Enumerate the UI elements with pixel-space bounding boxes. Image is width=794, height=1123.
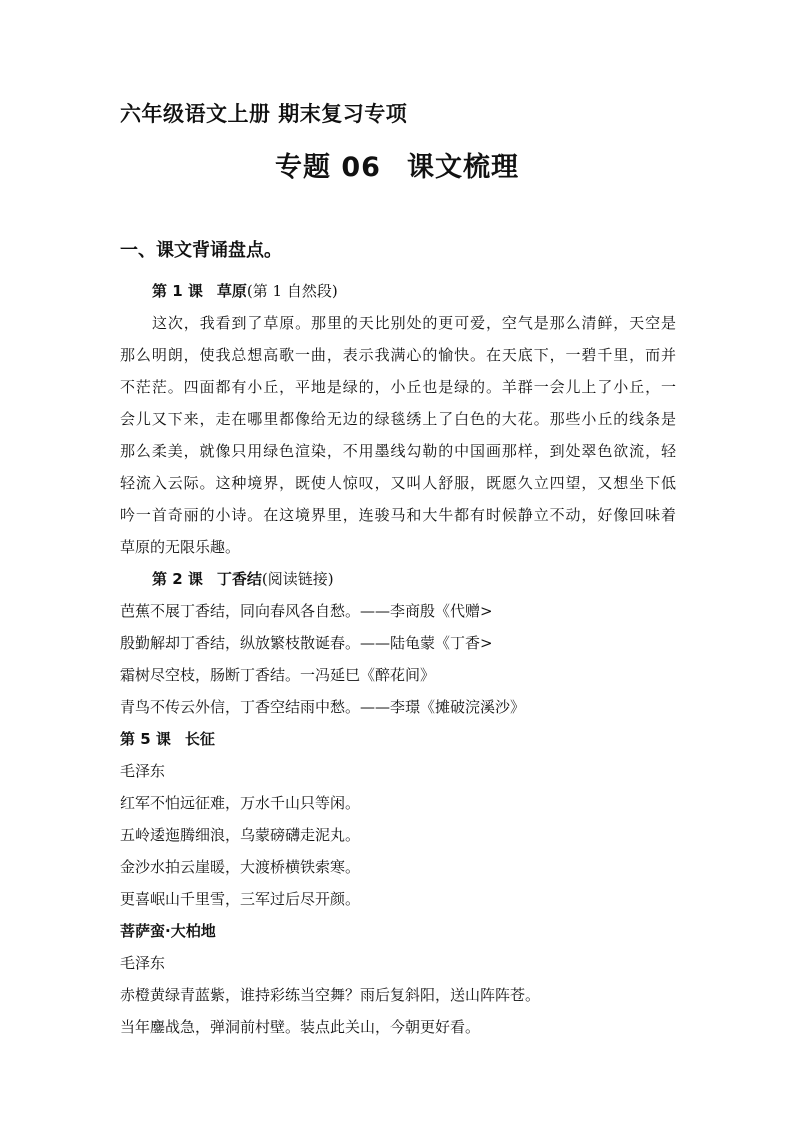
lesson-label: 第 5 课: [120, 730, 171, 748]
lesson-note: (第 1 自然段): [246, 282, 338, 300]
topic-number: 专题 06: [275, 152, 381, 183]
section-heading: 一、课文背诵盘点。: [120, 240, 282, 261]
paragraph-line: 那么明朗，使我总想高歌一曲，表示我满心的愉快。在天底下，一碧千里，而并: [120, 346, 676, 364]
verse-line: 当年鏖战急，弹洞前村壁。装点此关山，今朝更好看。: [120, 1018, 481, 1036]
lesson-heading-5: [120, 723, 676, 755]
paragraph-line: 这次，我看到了草原。那里的天比别处的更可爱，空气是那么清鲜，天空是: [152, 314, 676, 332]
lesson-note: (阅读链接): [261, 570, 334, 588]
verse-line: 金沙水拍云崖暖，大渡桥横铁索寒。: [120, 858, 361, 876]
verse-line: 青鸟不传云外信，丁香空结雨中愁。——李璟《摊破浣溪沙》: [120, 698, 526, 716]
paragraph-line: 那么柔美，就像只用绿色渲染，不用墨线勾勒的中国画那样，到处翠色欲流，轻: [120, 442, 676, 460]
lesson-heading-2: [120, 563, 676, 595]
content-body: [120, 275, 676, 1043]
topic-name: 课文梳理: [406, 152, 519, 183]
poem-title: 菩萨蛮·大柏地: [120, 922, 216, 940]
verse-line: 更喜岷山千里雪，三军过后尽开颜。: [120, 890, 361, 908]
poem-author: 毛泽东: [120, 762, 166, 780]
lesson-name: 长征: [184, 730, 215, 748]
verse-line: 芭蕉不展丁香结，同向春风各自愁。——李商殷《代赠>: [120, 602, 493, 620]
paragraph-line: 会儿又下来，走在哪里都像给无边的绿毯绣上了白色的大花。那些小丘的线条是: [120, 410, 676, 428]
verse-line: 五岭逶迤腾细浪，乌蒙磅礴走泥丸。: [120, 826, 361, 844]
verse-line: 红军不怕远征难，万水千山只等闲。: [120, 794, 361, 812]
lesson-heading-1: [120, 275, 676, 307]
paragraph-line: 草原的无限乐趣。: [120, 538, 241, 556]
lesson-name: 草原: [216, 282, 247, 300]
lesson-label: 第 1 课: [152, 282, 203, 300]
series-heading: 六年级语文上册 期末复习专项: [120, 102, 408, 126]
paragraph-line: 轻流入云际。这种境界，既使人惊叹，又叫人舒服，既愿久立四望，又想坐下低: [120, 474, 676, 492]
topic-title: [0, 145, 794, 184]
verse-line: 霜树尽空枝，肠断丁香结。一冯延巳《醉花间》: [120, 666, 436, 684]
paragraph-line: 吟一首奇丽的小诗。在这境界里，连骏马和大牛都有时候静立不动，好像回味着: [120, 506, 676, 524]
lesson-name: 丁香结: [216, 570, 262, 588]
verse-line: 赤橙黄绿青蓝紫，谁持彩练当空舞？雨后复斜阳，送山阵阵苍。: [120, 986, 541, 1004]
paragraph-line: 不茫茫。四面都有小丘，平地是绿的，小丘也是绿的。羊群一会儿上了小丘，一: [120, 378, 676, 396]
lesson-label: 第 2 课: [152, 570, 203, 588]
poem-author: 毛泽东: [120, 954, 166, 972]
verse-line: 殷勤解却丁香结，纵放繁枝散诞春。——陆龟蒙《丁香>: [120, 634, 493, 652]
